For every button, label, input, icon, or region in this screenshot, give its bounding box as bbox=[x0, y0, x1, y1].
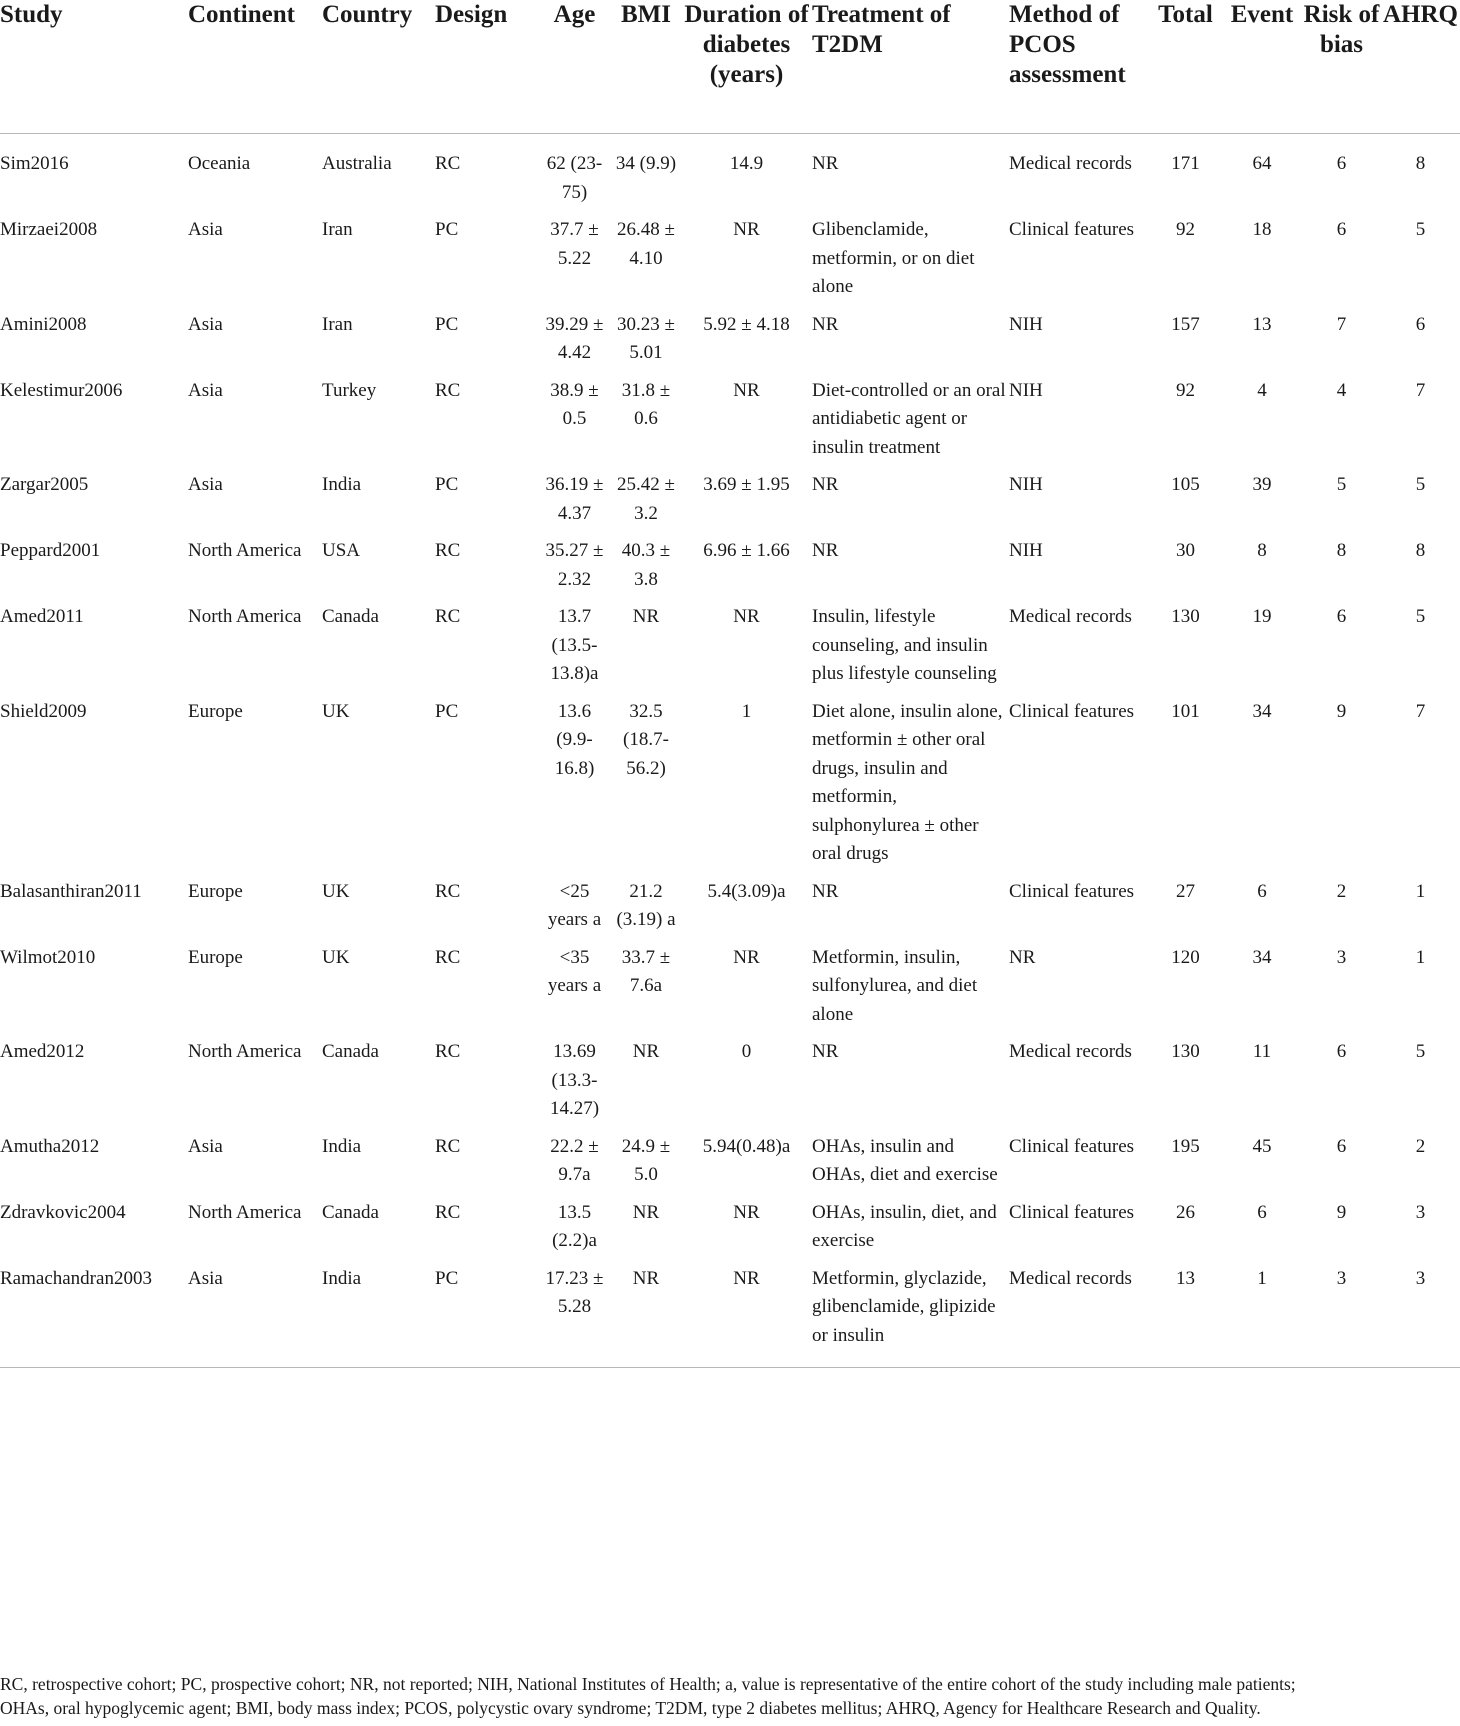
cell-event: 1 bbox=[1222, 1265, 1302, 1368]
cell-continent: Europe bbox=[188, 700, 243, 722]
cell-bmi: NR bbox=[632, 1041, 660, 1062]
table-row bbox=[0, 1199, 1460, 1265]
cell-country: UK bbox=[322, 700, 350, 722]
cell-study: Kelestimur2006 bbox=[0, 379, 123, 401]
cell-bmi: 32.5 (18.7-56.2) bbox=[623, 700, 669, 779]
cell-method: NIH bbox=[1009, 313, 1043, 335]
cell-study: Shield2009 bbox=[0, 700, 87, 722]
cell-ahrq: 7 bbox=[1415, 700, 1426, 722]
cell-design: RC bbox=[435, 379, 461, 401]
cell-method: Clinical features bbox=[1009, 880, 1135, 902]
cell-age: 36.19 ± 4.37 bbox=[545, 474, 604, 524]
cell-continent: Europe bbox=[188, 880, 243, 902]
cell-event: 34 bbox=[1252, 700, 1272, 722]
cell-bmi: 26.48 ± 4.10 bbox=[617, 219, 675, 269]
cell-country: Iran bbox=[322, 219, 353, 240]
cell-design: RC bbox=[435, 880, 461, 902]
cell-duration: NR bbox=[733, 946, 760, 968]
cell-risk: 9 bbox=[1336, 1201, 1347, 1223]
cell-ahrq: 7 bbox=[1415, 379, 1426, 401]
cell-age: 38.9 ± 0.5 bbox=[550, 379, 599, 429]
cell-continent: Oceania bbox=[188, 153, 251, 174]
cell-event: 4 bbox=[1257, 379, 1267, 401]
cell-bmi: 34 (9.9) bbox=[615, 153, 677, 174]
cell-event: 64 bbox=[1252, 153, 1272, 174]
cell-design: PC bbox=[435, 1265, 538, 1368]
cell-duration: 5.94(0.48)a bbox=[702, 1135, 791, 1157]
table-row bbox=[0, 603, 1460, 698]
cell-design: PC bbox=[435, 700, 459, 722]
cell-ahrq: 5 bbox=[1415, 606, 1426, 627]
table-row bbox=[0, 377, 1460, 472]
cell-age: 37.7 ± 5.22 bbox=[550, 219, 599, 269]
cell-age: 35.27 ± 2.32 bbox=[545, 540, 604, 590]
cell-method: NIH bbox=[1009, 379, 1043, 401]
cell-total: 30 bbox=[1176, 540, 1195, 561]
cell-risk: 5 bbox=[1336, 474, 1347, 495]
cell-treatment: OHAs, insulin and OHAs, diet and exercise bbox=[812, 1135, 998, 1185]
table-body bbox=[0, 134, 1460, 1368]
cell-duration: 6.96 ± 1.66 bbox=[703, 540, 790, 561]
footnote-line: OHAs, oral hypoglycemic agent; BMI, body mass index; PCOS, polycystic ovary syndrome; T2DM, type 2 diabetes mellitus; AHRQ, Agency for Healthcare Research and Quality. bbox=[0, 1698, 1261, 1718]
header-country: Country bbox=[322, 0, 435, 134]
cell-event: 18 bbox=[1252, 219, 1272, 240]
cell-continent: Asia bbox=[188, 313, 223, 335]
cell-risk: 6 bbox=[1336, 1041, 1347, 1062]
cell-risk: 3 bbox=[1302, 1265, 1381, 1368]
cell-duration: 3.69 ± 1.95 bbox=[703, 474, 790, 495]
cell-event: 6 bbox=[1257, 880, 1267, 902]
cell-study: Amed2012 bbox=[0, 1041, 85, 1062]
cell-total: 13 bbox=[1149, 1265, 1222, 1368]
cell-continent: North America bbox=[188, 540, 302, 561]
cell-risk: 6 bbox=[1336, 1135, 1347, 1157]
cell-ahrq: 5 bbox=[1415, 474, 1426, 495]
cell-duration: NR bbox=[733, 606, 760, 627]
table-row bbox=[0, 698, 1460, 878]
cell-study: Ramachandran2003 bbox=[0, 1265, 188, 1368]
cell-event: 45 bbox=[1252, 1135, 1272, 1157]
cell-risk: 3 bbox=[1336, 946, 1347, 968]
cell-ahrq: 3 bbox=[1415, 1201, 1426, 1223]
cell-country: Iran bbox=[322, 313, 353, 335]
cell-ahrq: 6 bbox=[1415, 313, 1426, 335]
cell-age: <25 years a bbox=[547, 880, 602, 930]
cell-treatment: OHAs, insulin, diet, and exercise bbox=[812, 1201, 997, 1251]
cell-ahrq: 2 bbox=[1415, 1135, 1426, 1157]
cell-duration: NR bbox=[681, 1265, 812, 1368]
header-design: Design bbox=[435, 0, 538, 134]
cell-study: Amutha2012 bbox=[0, 1135, 100, 1157]
cell-bmi: 30.23 ± 5.01 bbox=[617, 313, 675, 363]
cell-treatment: NR bbox=[812, 153, 839, 174]
cell-treatment: Diet-controlled or an oral antidiabetic agent or insulin treatment bbox=[812, 379, 1006, 458]
cell-duration: NR bbox=[733, 1201, 760, 1223]
cell-bmi: NR bbox=[611, 1265, 681, 1368]
cell-design: RC bbox=[435, 1201, 461, 1223]
cell-bmi: 33.7 ± 7.6a bbox=[621, 946, 671, 996]
cell-method: Clinical features bbox=[1009, 1201, 1135, 1223]
cell-duration: 5.4(3.09)a bbox=[707, 880, 786, 902]
cell-design: RC bbox=[435, 1041, 461, 1062]
cell-country: India bbox=[322, 1265, 435, 1368]
header-total: Total bbox=[1149, 0, 1222, 134]
cell-ahrq: 3 bbox=[1381, 1265, 1460, 1368]
cell-event: 11 bbox=[1252, 1041, 1272, 1062]
cell-ahrq: 5 bbox=[1415, 1041, 1426, 1062]
cell-total: 120 bbox=[1171, 946, 1200, 968]
header-continent: Continent bbox=[188, 0, 322, 134]
cell-study: Wilmot2010 bbox=[0, 946, 96, 968]
cell-event: 13 bbox=[1252, 313, 1272, 335]
cell-total: 92 bbox=[1176, 379, 1195, 401]
cell-continent: Asia bbox=[188, 219, 223, 240]
table-row bbox=[0, 878, 1460, 944]
cell-bmi: NR bbox=[632, 606, 660, 627]
cell-ahrq: 8 bbox=[1415, 540, 1426, 561]
cell-ahrq: 5 bbox=[1415, 219, 1426, 240]
cell-total: 171 bbox=[1171, 153, 1200, 174]
cell-bmi: 31.8 ± 0.6 bbox=[621, 379, 671, 429]
cell-bmi: NR bbox=[632, 1201, 660, 1223]
cell-risk: 4 bbox=[1336, 379, 1347, 401]
cell-continent: Asia bbox=[188, 1265, 322, 1368]
cell-age: <35 years a bbox=[547, 946, 602, 996]
cell-continent: Asia bbox=[188, 379, 223, 401]
header-ahrq: AHRQ bbox=[1381, 0, 1460, 134]
table-footnote bbox=[0, 1672, 1460, 1720]
cell-study: Mirzaei2008 bbox=[0, 219, 98, 240]
cell-risk: 6 bbox=[1336, 219, 1347, 240]
cell-study: Zargar2005 bbox=[0, 474, 89, 495]
cell-study: Amed2011 bbox=[0, 606, 84, 627]
cell-study: Zdravkovic2004 bbox=[0, 1201, 126, 1223]
cell-design: RC bbox=[435, 540, 461, 561]
cell-total: 27 bbox=[1176, 880, 1195, 902]
cell-bmi: 40.3 ± 3.8 bbox=[621, 540, 671, 590]
table-row bbox=[0, 134, 1460, 217]
cell-treatment: Diet alone, insulin alone, metformin ± other oral drugs, insulin and metformin, sulphonylurea ± other oral drugs bbox=[812, 700, 1003, 864]
cell-duration: 14.9 bbox=[729, 153, 764, 174]
cell-country: Canada bbox=[322, 1041, 379, 1062]
cell-continent: North America bbox=[188, 1041, 302, 1062]
cell-total: 26 bbox=[1176, 1201, 1195, 1223]
cell-design: RC bbox=[435, 946, 461, 968]
cell-method: Clinical features bbox=[1009, 219, 1135, 240]
cell-event: 6 bbox=[1257, 1201, 1267, 1223]
cell-age: 62 (23-75) bbox=[546, 153, 603, 203]
cell-treatment: NR bbox=[812, 1041, 839, 1062]
cell-design: RC bbox=[435, 606, 461, 627]
cell-country: USA bbox=[322, 540, 361, 561]
cell-treatment: Glibenclamide, metformin, or on diet alone bbox=[812, 219, 975, 297]
table-row bbox=[0, 1038, 1460, 1133]
cell-study: Peppard2001 bbox=[0, 540, 101, 561]
cell-total: 195 bbox=[1171, 1135, 1200, 1157]
cell-total: 105 bbox=[1171, 474, 1200, 495]
cell-total: 101 bbox=[1171, 700, 1200, 722]
cell-duration: NR bbox=[733, 219, 760, 240]
cell-event: 8 bbox=[1257, 540, 1267, 561]
cell-age: 39.29 ± 4.42 bbox=[545, 313, 604, 363]
cell-age: 13.6 (9.9-16.8) bbox=[554, 700, 595, 779]
cell-risk: 2 bbox=[1336, 880, 1347, 902]
cell-method: Clinical features bbox=[1009, 700, 1135, 722]
cell-duration: 5.92 ± 4.18 bbox=[703, 313, 790, 335]
cell-age: 13.7 (13.5-13.8)a bbox=[550, 606, 599, 684]
header-treatment: Treatment of T2DM bbox=[812, 0, 1009, 134]
table-row bbox=[0, 216, 1460, 311]
cell-total: 130 bbox=[1171, 606, 1200, 627]
cell-event: 39 bbox=[1252, 474, 1272, 495]
cell-design: RC bbox=[435, 1135, 461, 1157]
table-row bbox=[0, 537, 1460, 603]
cell-method: NIH bbox=[1009, 540, 1043, 561]
header-row bbox=[0, 0, 1460, 134]
cell-continent: Asia bbox=[188, 1135, 223, 1157]
cell-method: Clinical features bbox=[1009, 1135, 1135, 1157]
cell-country: UK bbox=[322, 880, 350, 902]
cell-treatment: Metformin, glyclazide, glibenclamide, glipizide or insulin bbox=[812, 1265, 1009, 1368]
cell-ahrq: 8 bbox=[1415, 153, 1426, 174]
cell-continent: Asia bbox=[188, 474, 223, 495]
header-study: Study bbox=[0, 0, 188, 134]
cell-duration: 0 bbox=[741, 1041, 752, 1062]
cell-ahrq: 1 bbox=[1415, 946, 1426, 968]
cell-risk: 9 bbox=[1336, 700, 1347, 722]
cell-method: NIH bbox=[1009, 474, 1043, 495]
cell-total: 157 bbox=[1171, 313, 1200, 335]
cell-country: Turkey bbox=[322, 379, 377, 401]
cell-event: 19 bbox=[1252, 606, 1272, 627]
cell-study: Amini2008 bbox=[0, 313, 87, 335]
cell-treatment: Metformin, insulin, sulfonylurea, and diet alone bbox=[812, 946, 978, 1025]
cell-duration: 1 bbox=[741, 700, 752, 722]
cell-risk: 6 bbox=[1336, 153, 1347, 174]
cell-age: 13.5 (2.2)a bbox=[552, 1201, 597, 1251]
cell-method: Medical records bbox=[1009, 153, 1132, 174]
cell-treatment: NR bbox=[812, 540, 839, 561]
cell-total: 92 bbox=[1176, 219, 1195, 240]
table-header bbox=[0, 0, 1460, 134]
cell-country: UK bbox=[322, 946, 350, 968]
cell-country: India bbox=[322, 474, 362, 495]
header-bmi: BMI bbox=[611, 0, 681, 134]
cell-risk: 7 bbox=[1336, 313, 1347, 335]
cell-age: 13.69 (13.3-14.27) bbox=[549, 1041, 600, 1119]
cell-study: Sim2016 bbox=[0, 153, 69, 174]
cell-duration: NR bbox=[733, 379, 760, 401]
cell-method: NR bbox=[1009, 946, 1036, 968]
cell-country: Canada bbox=[322, 606, 379, 627]
cell-total: 130 bbox=[1171, 1041, 1200, 1062]
header-age: Age bbox=[538, 0, 611, 134]
cell-treatment: NR bbox=[812, 880, 839, 902]
cell-method: Medical records bbox=[1009, 1041, 1132, 1062]
table-row bbox=[0, 471, 1460, 537]
header-duration: Duration of diabetes (years) bbox=[681, 0, 812, 134]
cell-design: PC bbox=[435, 313, 459, 335]
cell-method: Medical records bbox=[1009, 606, 1132, 627]
table-row bbox=[0, 1265, 1460, 1368]
cell-country: Australia bbox=[322, 153, 392, 174]
table-row bbox=[0, 311, 1460, 377]
cell-study: Balasanthiran2011 bbox=[0, 880, 142, 902]
cell-event: 34 bbox=[1252, 946, 1272, 968]
table-row bbox=[0, 944, 1460, 1039]
cell-design: RC bbox=[435, 153, 461, 174]
cell-bmi: 25.42 ± 3.2 bbox=[617, 474, 675, 524]
table-row bbox=[0, 1133, 1460, 1199]
cell-continent: North America bbox=[188, 606, 302, 627]
cell-age: 22.2 ± 9.7a bbox=[550, 1135, 599, 1185]
cell-country: India bbox=[322, 1135, 362, 1157]
cell-continent: Europe bbox=[188, 946, 243, 968]
cell-bmi: 24.9 ± 5.0 bbox=[621, 1135, 671, 1185]
cell-method: Medical records bbox=[1009, 1265, 1149, 1368]
header-event: Event bbox=[1222, 0, 1302, 134]
cell-country: Canada bbox=[322, 1201, 379, 1223]
header-risk: Risk of bias bbox=[1302, 0, 1381, 134]
footnote-line: RC, retrospective cohort; PC, prospective cohort; NR, not reported; NIH, National Institutes of Health; a, value is representative of the entire cohort of the study including male patients; bbox=[0, 1674, 1296, 1694]
cell-design: PC bbox=[435, 219, 459, 240]
cell-treatment: NR bbox=[812, 313, 839, 335]
cell-risk: 8 bbox=[1336, 540, 1347, 561]
cell-treatment: Insulin, lifestyle counseling, and insulin plus lifestyle counseling bbox=[812, 606, 997, 684]
cell-treatment: NR bbox=[812, 474, 839, 495]
cell-risk: 6 bbox=[1336, 606, 1347, 627]
cell-design: PC bbox=[435, 474, 459, 495]
cell-bmi: 21.2 (3.19) a bbox=[616, 880, 676, 930]
cell-age: 17.23 ± 5.28 bbox=[538, 1265, 611, 1368]
header-method: Method of PCOS assessment bbox=[1009, 0, 1149, 134]
cell-continent: North America bbox=[188, 1201, 302, 1223]
cell-ahrq: 1 bbox=[1415, 880, 1426, 902]
